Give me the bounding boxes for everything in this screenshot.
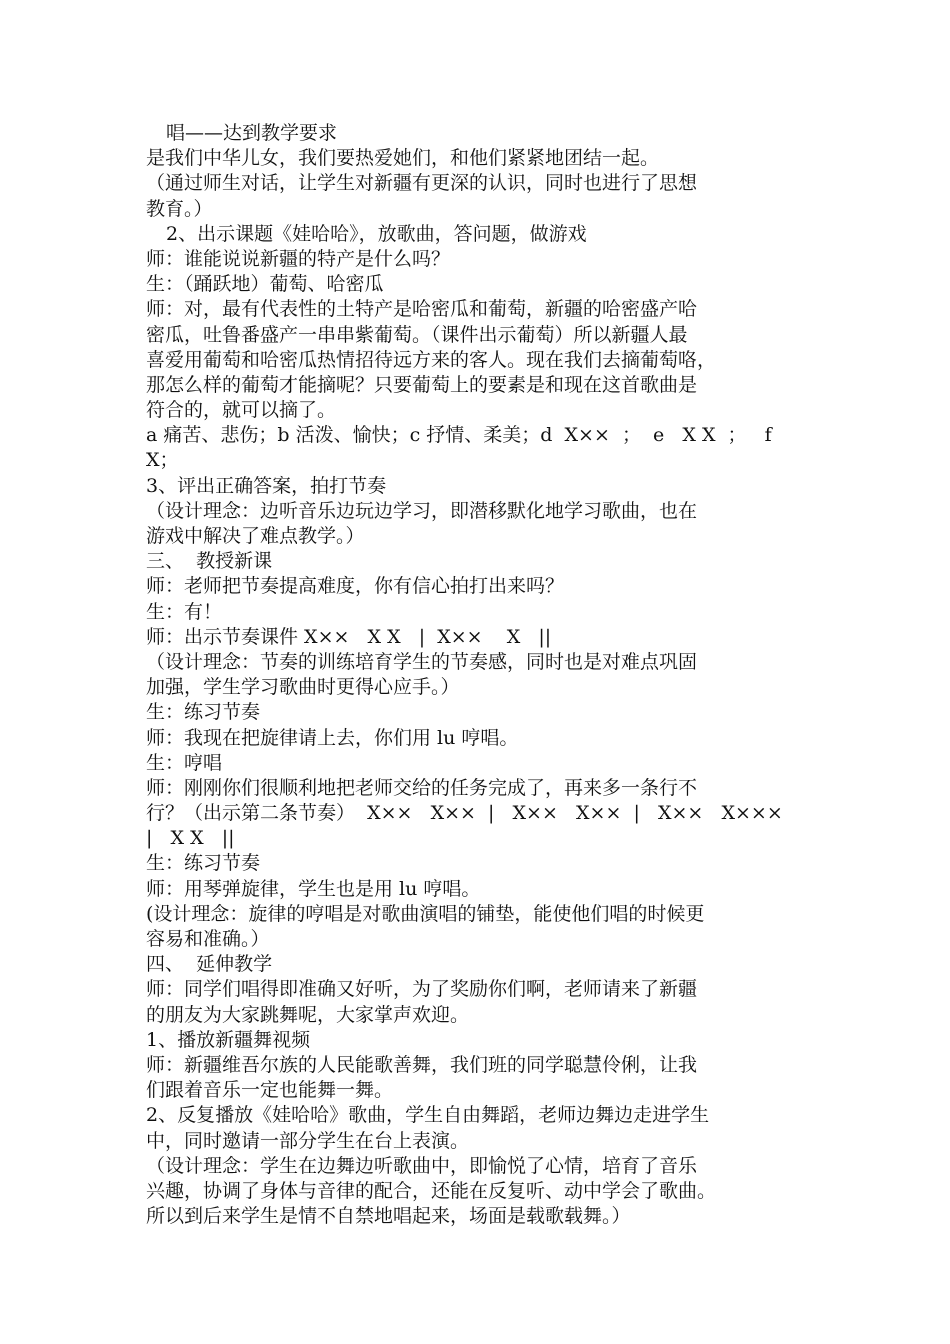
text-line: 中，同时邀请一部分学生在台上表演。: [146, 1129, 470, 1152]
text-line: 密瓜，吐鲁番盛产一串串紫葡萄。（课件出示葡萄）所以新疆人最: [146, 323, 688, 346]
text-line: 游戏中解决了难点教学。）: [146, 525, 365, 547]
text-line: 师：我现在把旋律请上去，你们用 lu 哼唱。: [146, 726, 519, 749]
text-line: 1、播放新疆舞视频: [146, 1028, 311, 1051]
text-line: 师：对，最有代表性的土特产是哈密瓜和葡萄，新疆的哈密盛产哈: [146, 298, 698, 321]
text-line: 2、出示课题《娃哈哈》，放歌曲，答问题，做游戏: [166, 222, 587, 245]
text-line: 生：哼唱: [146, 751, 223, 774]
text-line: 的朋友为大家跳舞呢，大家掌声欢迎。: [146, 1003, 470, 1026]
section-heading: 四、 延伸教学: [146, 953, 273, 976]
text-line: 师：谁能说说新疆的特产是什么吗？: [146, 247, 451, 270]
text-line: | X X ||: [146, 827, 235, 850]
text-line: 师：出示节奏课件 X×× X X | X×× X ||: [146, 625, 552, 648]
text-line: 师：老师把节奏提高难度，你有信心拍打出来吗？: [146, 575, 565, 598]
text-line: 所以到后来学生是情不自禁地唱起来，场面是载歌载舞。）: [146, 1205, 631, 1228]
text-line: X；: [146, 449, 179, 472]
text-line: 容易和准确。）: [146, 928, 270, 950]
text-line: 教育。）: [146, 197, 213, 220]
text-line: 生：（踊跃地）葡萄、哈密瓜: [146, 273, 384, 296]
text-line: （设计理念：学生在边舞边听歌曲中，即愉悦了心情，培育了音乐: [146, 1154, 698, 1177]
text-line: 生：练习节奏: [146, 852, 261, 875]
text-line: 们跟着音乐一定也能舞一舞。: [146, 1079, 394, 1102]
text-line: （设计理念：边听音乐边玩边学习，即潜移默化地学习歌曲，也在: [146, 499, 698, 522]
text-line: a 痛苦、悲伤；b 活泼、愉快；c 抒情、柔美；d X×× ； e X X ； f: [146, 424, 772, 447]
text-line: 是我们中华儿女，我们要热爱她们，和他们紧紧地团结一起。: [146, 147, 660, 170]
text-line: 师：同学们唱得即准确又好听，为了奖励你们啊，老师请来了新疆: [146, 978, 698, 1001]
text-line: 喜爱用葡萄和哈密瓜热情招待远方来的客人。现在我们去摘葡萄咯，: [146, 348, 717, 371]
text-line: （通过师生对话，让学生对新疆有更深的认识，同时也进行了思想: [146, 172, 698, 195]
text-line: 3、评出正确答案，拍打节奏: [146, 474, 387, 497]
document-body: [146, 121, 814, 1229]
text-line: 加强，学生学习歌曲时更得心应手。）: [146, 676, 460, 699]
text-line: 兴趣，协调了身体与音律的配合，还能在反复听、动中学会了歌曲。: [146, 1179, 717, 1202]
section-heading: 三、 教授新课: [146, 550, 273, 573]
text-line: （设计理念：节奏的训练培育学生的节奏感，同时也是对难点巩固: [146, 650, 698, 673]
text-line: 符合的，就可以摘了。: [146, 399, 337, 422]
text-line: 生：有！: [146, 600, 223, 623]
text-line: 师：刚刚你们很顺利地把老师交给的任务完成了，再来多一条行不: [146, 776, 698, 799]
text-line: (设计理念：旋律的哼唱是对歌曲演唱的铺垫，能使他们唱的时候更: [146, 902, 705, 925]
text-line: 那怎么样的葡萄才能摘呢？只要葡萄上的要素是和现在这首歌曲是: [146, 373, 698, 396]
text-line: 2、反复播放《娃哈哈》歌曲，学生自由舞蹈，老师边舞边走进学生: [146, 1104, 710, 1127]
text-line: 师：用琴弹旋律，学生也是用 lu 哼唱。: [146, 877, 481, 900]
text-line: 生：练习节奏: [146, 701, 261, 724]
text-line: 唱——达到教学要求: [166, 122, 338, 144]
text-line: 行？（出示第二条节奏） X×× X×× | X×× X×× | X×× X×××: [146, 802, 783, 825]
text-line: 师：新疆维吾尔族的人民能歌善舞，我们班的同学聪慧伶俐，让我: [146, 1053, 698, 1076]
